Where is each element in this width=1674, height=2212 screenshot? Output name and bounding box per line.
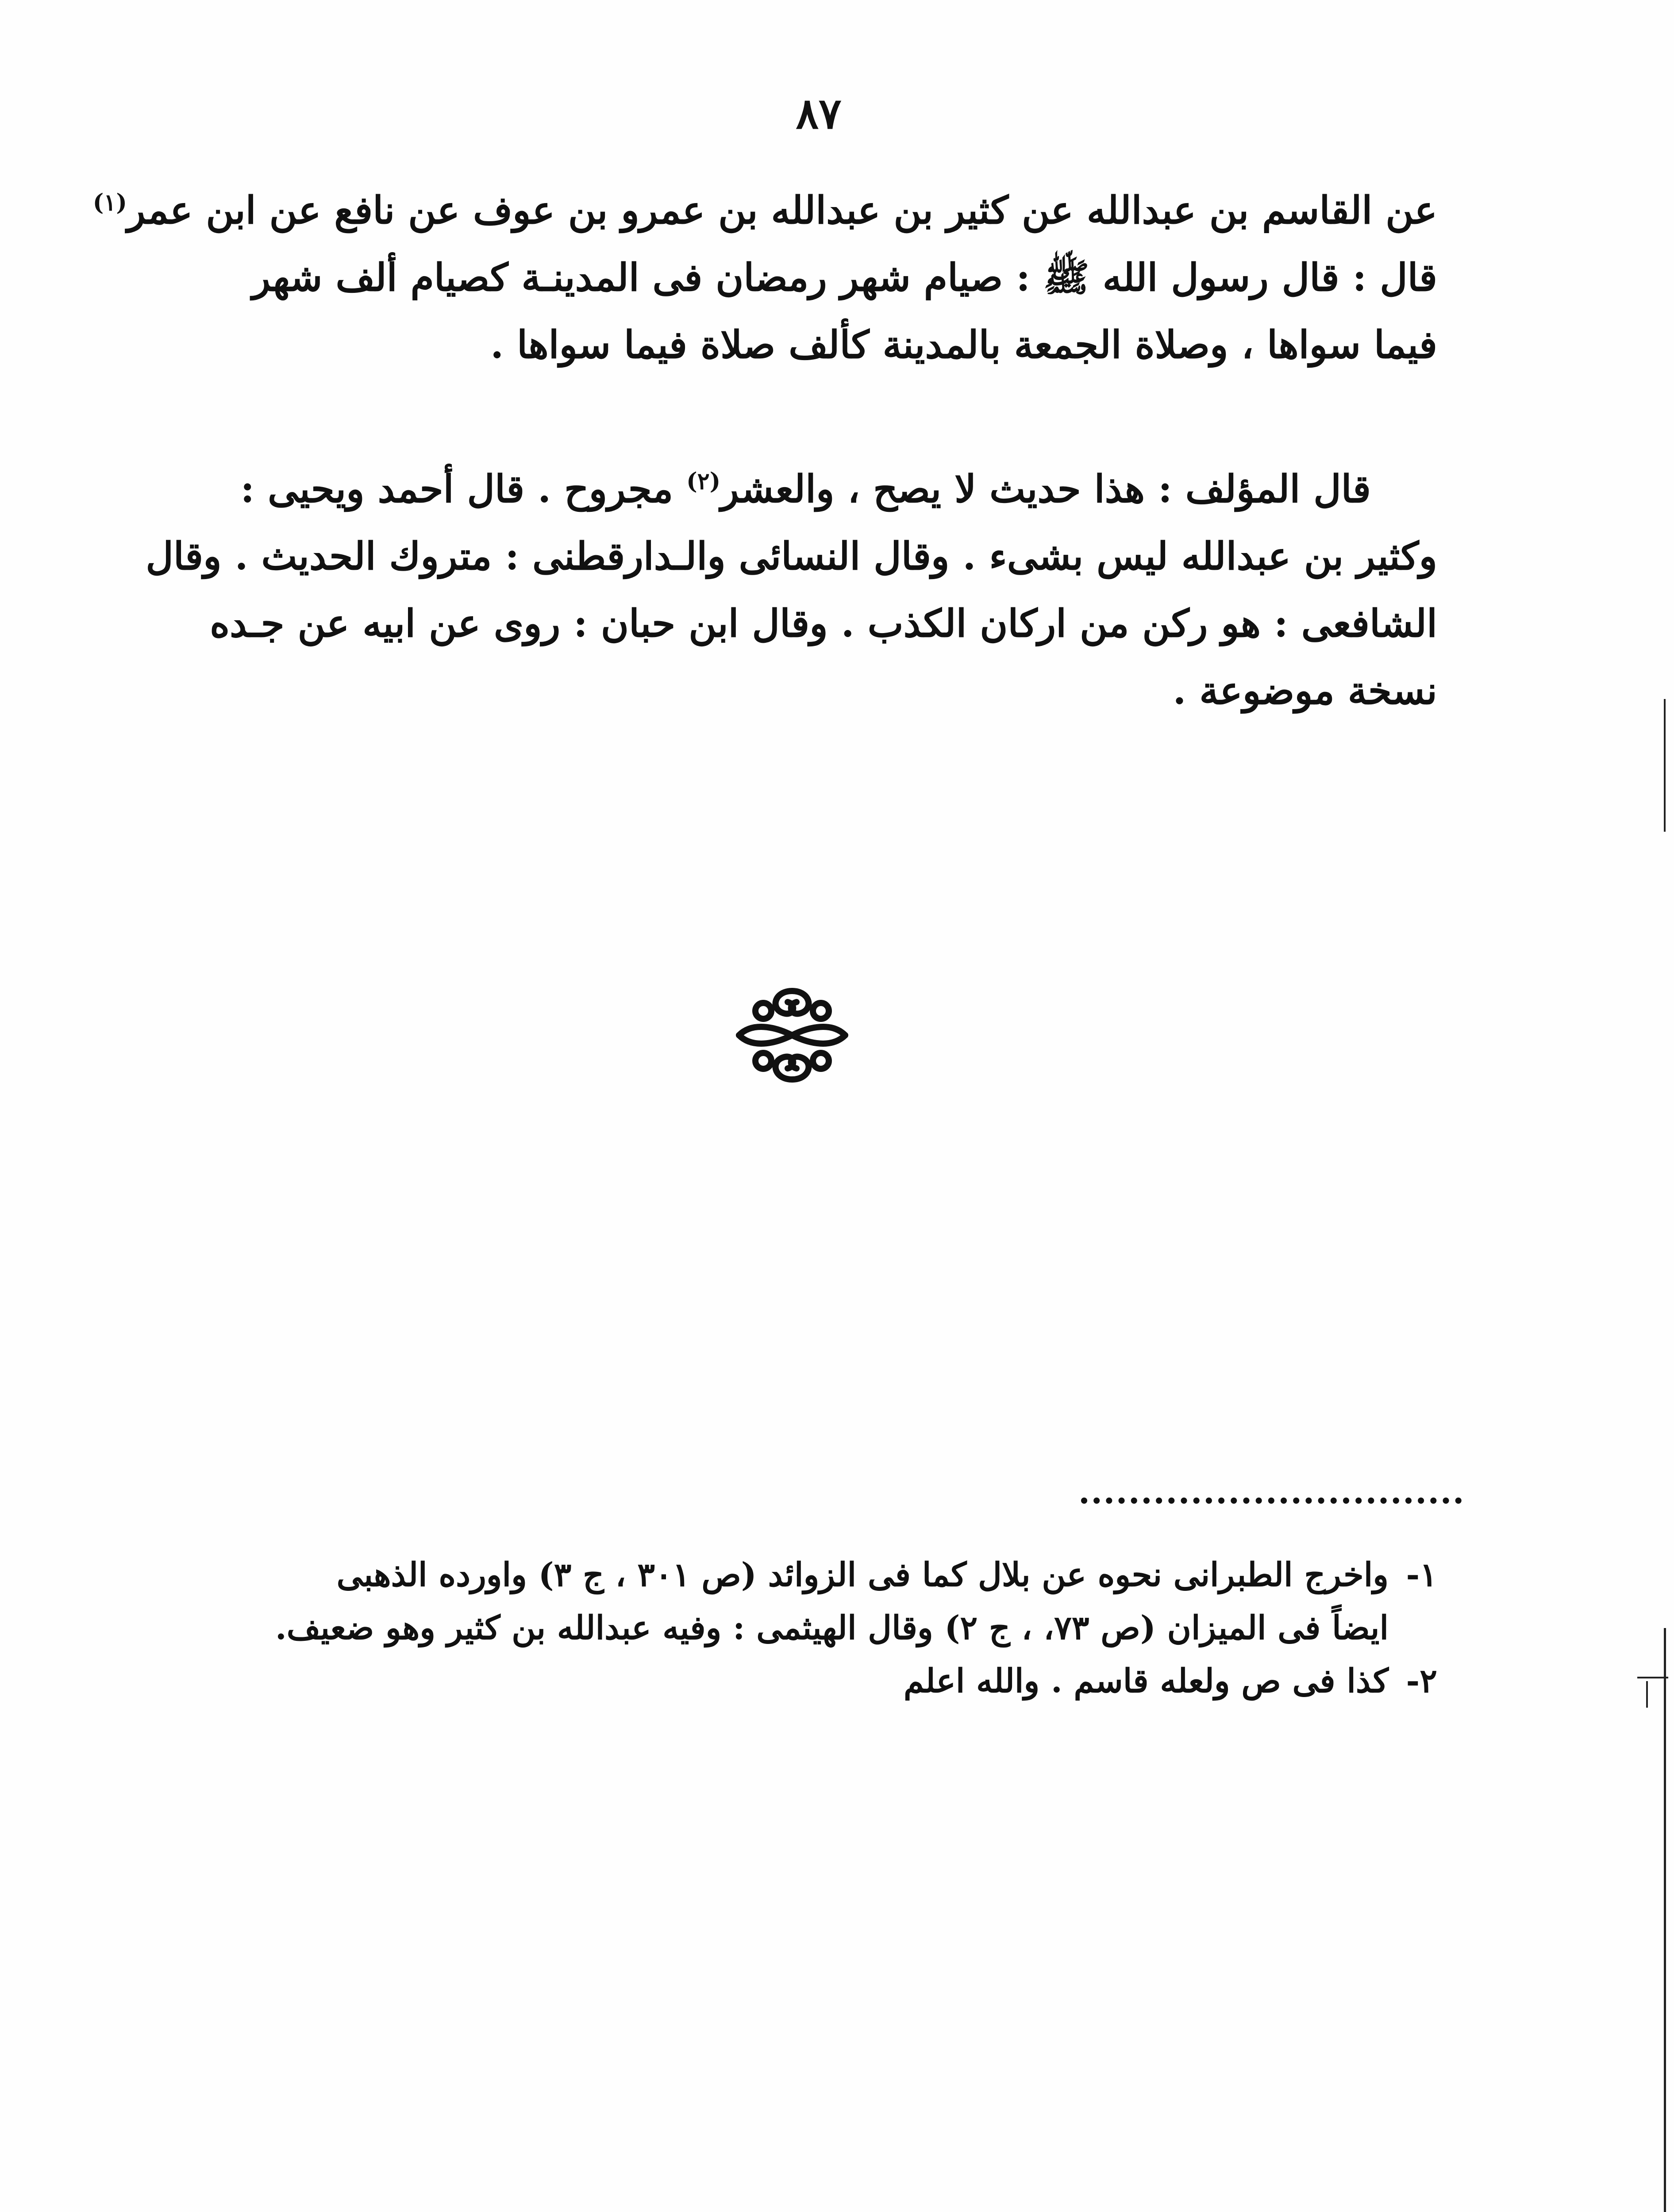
scan-edge-mark xyxy=(1664,699,1666,832)
footnote-separator xyxy=(1081,1498,1462,1504)
floral-ornament-icon xyxy=(721,982,863,1088)
scan-edge-mark xyxy=(1637,1677,1668,1678)
paragraph-1-line-3: فيما سواها ، وصلاة الجمعة بالمدينة كألف صلاة فيما سواها . xyxy=(490,323,1437,367)
footnote-1-line-1 xyxy=(119,1548,1437,1601)
paragraph-2-line-1b: مجروح . قال أحمد ويحيى : xyxy=(240,467,687,511)
paragraph-2-line-3: الشافعى : هو ركن من اركان الكذب . وقال ابن حبان : روى عن ابيه عن جـده xyxy=(210,601,1437,646)
footnotes xyxy=(119,1548,1437,1708)
paragraph-2 xyxy=(119,456,1437,725)
footnote-2-line-1 xyxy=(119,1655,1437,1708)
paragraph-2-line-1 xyxy=(119,456,1437,523)
paragraph-1-line-2: قال : قال رسول الله ﷺ : صيام شهر رمضان فى المدينـة كصيام ألف شهر xyxy=(252,255,1437,300)
paragraph-2-line-2: وكثير بن عبدالله ليس بشىء . وقال النسائى والـدارقطنى : متروك الحديث . وقال xyxy=(146,534,1437,579)
footnote-1-text-1: واخرج الطبرانى نحوه عن بلال كما فى الزوائد (ص ٣٠١ ، ج ٣) واورده الذهبى xyxy=(336,1556,1389,1594)
footnote-2-text-1: كذا فى ص ولعله قاسم . والله اعلم xyxy=(903,1662,1389,1700)
page-number: ٨٧ xyxy=(796,88,842,138)
paragraph-1 xyxy=(92,177,1437,379)
paragraph-1-line-1 xyxy=(92,177,1437,244)
footnote-1-number: ١- xyxy=(1406,1556,1437,1594)
footnote-ref-1: (١) xyxy=(92,189,127,216)
footnote-ref-2: (٢) xyxy=(686,468,721,495)
paragraph-2-line-4: نسخة موضوعة . xyxy=(1173,668,1437,713)
scan-edge-mark xyxy=(1664,1628,1666,2212)
scan-edge-mark xyxy=(1646,1681,1648,1708)
footnote-2-number: ٢- xyxy=(1406,1662,1437,1700)
footnote-1-line-2: ايضاً فى الميزان (ص ٧٣، ، ج ٢) وقال الهيثمى : وفيه عبدالله بن كثير وهو ضعيف. xyxy=(275,1609,1389,1647)
paragraph-2-line-1a: قال المؤلف : هذا حديث لا يصح ، والعشر xyxy=(720,467,1371,511)
paragraph-1-line-1-text: عن القاسم بن عبدالله عن كثير بن عبدالله بن عمرو بن عوف عن نافع عن ابن عمر xyxy=(127,188,1437,233)
